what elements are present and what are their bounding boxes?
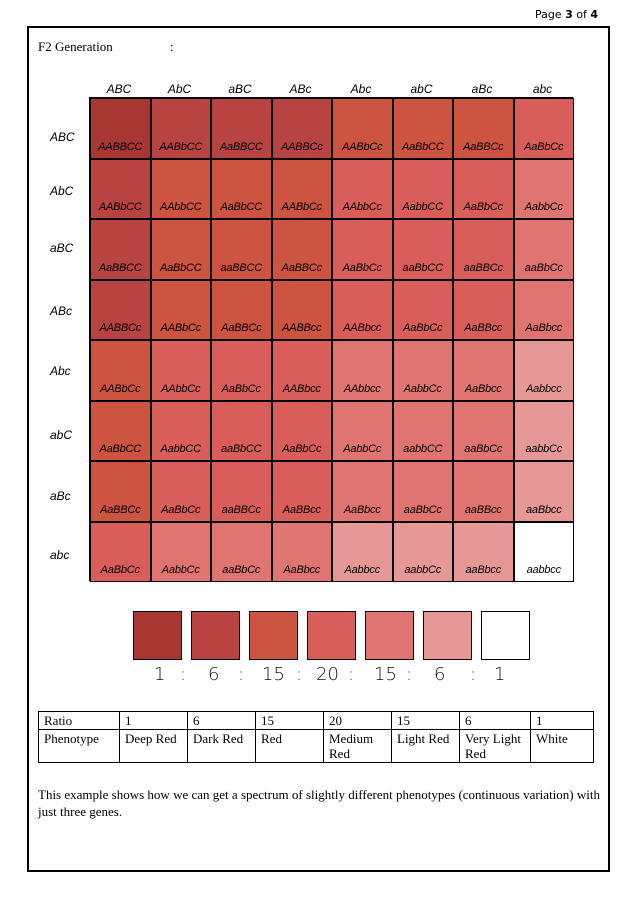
genotype-label: AaBbCc xyxy=(221,382,261,395)
page-number xyxy=(535,8,598,21)
punnett-cell xyxy=(211,280,272,341)
genotype-label: AaBbcc xyxy=(525,322,563,334)
punnett-cell xyxy=(514,159,575,220)
punnett-cell xyxy=(514,461,575,522)
phenotype-cell: Dark Red xyxy=(188,730,256,763)
genotype-label: AaBbCC xyxy=(401,140,444,153)
punnett-cell xyxy=(90,98,151,159)
row-gamete-abc: abc xyxy=(50,548,70,562)
genotype-label: AABBcc xyxy=(282,322,322,334)
punnett-cell xyxy=(514,401,575,462)
punnett-cell xyxy=(90,280,151,341)
phenotype-cell: Very Light Red xyxy=(460,730,531,763)
phenotype-cell: Medium Red xyxy=(324,730,392,763)
ratio-number: 1 xyxy=(154,664,166,685)
punnett-cell xyxy=(90,219,151,280)
punnett-cell xyxy=(393,340,454,401)
genotype-label: AaBbCc xyxy=(282,443,322,455)
punnett-cell xyxy=(332,340,393,401)
ratio-number: 15 xyxy=(262,664,285,685)
genotype-label: AaBBCc xyxy=(463,140,504,153)
row-gamete-aBC: aBC xyxy=(50,241,74,255)
ratio-separator: : xyxy=(470,664,477,685)
punnett-cell xyxy=(393,159,454,220)
genotype-label: AaBBcc xyxy=(464,322,503,334)
genotype-label: aaBbCc xyxy=(222,564,261,576)
punnett-cell xyxy=(332,461,393,522)
phenotype-row xyxy=(39,730,594,763)
genotype-label: AABbCc xyxy=(342,140,383,153)
row-gamete-Abc: Abc xyxy=(50,364,71,378)
genotype-label: AaBbCc xyxy=(524,140,564,153)
punnett-cell xyxy=(211,159,272,220)
punnett-cell xyxy=(332,219,393,280)
punnett-cell xyxy=(211,401,272,462)
column-gamete-ABC: ABC xyxy=(106,82,132,96)
ratio-separator: : xyxy=(406,664,413,685)
genotype-label: AaBbCc xyxy=(100,564,140,576)
genotype-label: AAbbCC xyxy=(159,201,202,213)
phenotype-swatch xyxy=(307,611,356,660)
genotype-label: AABBCc xyxy=(99,322,142,334)
punnett-cell xyxy=(332,280,393,341)
genotype-label: aaBbCC xyxy=(402,261,443,274)
genotype-label: aaBbcc xyxy=(465,564,501,576)
punnett-square xyxy=(89,97,573,581)
punnett-cell xyxy=(90,401,151,462)
phenotype-swatch xyxy=(249,611,298,660)
genotype-label: AabbCc xyxy=(524,201,563,213)
punnett-cell xyxy=(453,98,514,159)
punnett-cell xyxy=(272,159,333,220)
genotype-label: AABBCc xyxy=(280,140,323,153)
row-gamete-ABC: ABC xyxy=(50,130,75,144)
punnett-cell xyxy=(211,340,272,401)
punnett-cell xyxy=(393,98,454,159)
punnett-cell xyxy=(393,280,454,341)
punnett-cell xyxy=(90,522,151,583)
punnett-cell xyxy=(514,340,575,401)
page-of: of xyxy=(576,8,587,21)
punnett-cell xyxy=(453,280,514,341)
ratio-separator: : xyxy=(238,664,245,685)
genotype-label: AaBbCc xyxy=(403,322,443,334)
genotype-label: aabbCc xyxy=(525,443,563,455)
genotype-label: AABbCc xyxy=(281,201,322,213)
punnett-cell xyxy=(272,461,333,522)
punnett-cell xyxy=(211,461,272,522)
genotype-label: AABbCC xyxy=(159,140,203,153)
genotype-label: aaBBcc xyxy=(464,503,502,516)
genotype-label: AaBbcc xyxy=(464,382,502,395)
punnett-cell xyxy=(151,98,212,159)
genotype-label: AaBBCc xyxy=(281,261,322,274)
punnett-cell xyxy=(272,340,333,401)
genotype-label: AaBbCC xyxy=(99,443,142,455)
ratio-cell: 1 xyxy=(531,712,594,730)
punnett-cell xyxy=(90,159,151,220)
genotype-label: aaBBCc xyxy=(463,261,503,274)
phenotype-swatch xyxy=(423,611,472,660)
genotype-label: aaBbCC xyxy=(221,443,262,455)
ratio-number: 6 xyxy=(434,664,446,685)
genotype-label: AaBBcc xyxy=(282,503,321,516)
genotype-label: aabbCC xyxy=(403,443,443,455)
genotype-label: aaBBCC xyxy=(220,261,263,274)
ratio-row xyxy=(39,712,594,730)
genotype-label: AaBbcc xyxy=(343,503,381,516)
punnett-cell xyxy=(332,522,393,583)
punnett-cell xyxy=(151,219,212,280)
punnett-cell xyxy=(453,401,514,462)
punnett-cell xyxy=(272,219,333,280)
section-title: F2 Generation xyxy=(38,39,113,54)
column-gamete-AbC: AbC xyxy=(167,82,192,96)
genotype-label: AAbbCc xyxy=(342,201,382,213)
page-label: Page xyxy=(534,8,562,21)
genotype-label: aaBbCc xyxy=(403,503,442,516)
punnett-cell xyxy=(90,340,151,401)
column-gamete-Abc: Abc xyxy=(350,82,372,96)
punnett-cell xyxy=(453,340,514,401)
row-gamete-abC: abC xyxy=(50,428,73,442)
genotype-label: aaBBCc xyxy=(221,503,261,516)
genotype-label: AABbCc xyxy=(100,382,141,395)
page-current: 3 xyxy=(565,8,573,21)
punnett-cell xyxy=(514,280,575,341)
genotype-label: AaBbCC xyxy=(159,261,202,274)
punnett-cell xyxy=(453,159,514,220)
punnett-cell xyxy=(453,461,514,522)
punnett-cell xyxy=(272,401,333,462)
genotype-label: aaBbCc xyxy=(524,261,563,274)
genotype-label: AABbcc xyxy=(343,322,382,334)
genotype-label: AabbCc xyxy=(343,443,382,455)
genotype-label: AABbCC xyxy=(98,201,142,213)
phenotype-swatch xyxy=(365,611,414,660)
punnett-cell xyxy=(332,159,393,220)
punnett-cell xyxy=(332,401,393,462)
genotype-label: AABbCc xyxy=(160,322,201,334)
genotype-label: AabbCc xyxy=(403,382,442,395)
genotype-label: aaBbCc xyxy=(464,443,503,455)
phenotype-swatch xyxy=(133,611,182,660)
genotype-label: AaBbcc xyxy=(283,564,321,576)
punnett-cell xyxy=(453,219,514,280)
caption-text: This example shows how we can get a spectrum of slightly different phenotypes (continuous variation) with just three genes. xyxy=(38,787,600,819)
punnett-cell xyxy=(453,522,514,583)
phenotype-cell: Red xyxy=(256,730,324,763)
punnett-cell xyxy=(151,159,212,220)
genotype-label: Aabbcc xyxy=(526,382,562,395)
page-total: 4 xyxy=(590,8,598,21)
punnett-cell xyxy=(393,522,454,583)
genotype-label: AaBBCc xyxy=(100,503,141,516)
genotype-label: AaBbCC xyxy=(220,201,263,213)
genotype-label: AaBBCC xyxy=(98,261,142,274)
punnett-cell xyxy=(151,461,212,522)
ratio-number: 6 xyxy=(208,664,220,685)
genotype-label: AABBCC xyxy=(98,140,143,153)
punnett-cell xyxy=(151,522,212,583)
ratio-cell: 6 xyxy=(460,712,531,730)
ratio-cell: 15 xyxy=(392,712,460,730)
genotype-label: aabbCc xyxy=(404,564,442,576)
punnett-cell xyxy=(272,280,333,341)
phenotype-swatch xyxy=(191,611,240,660)
punnett-cell xyxy=(211,98,272,159)
punnett-cell xyxy=(393,461,454,522)
ratio-number: 1 xyxy=(494,664,506,685)
genotype-label: aabbcc xyxy=(526,564,561,576)
column-gamete-aBC: aBC xyxy=(228,82,252,96)
genotype-label: AaBbCc xyxy=(463,201,503,213)
row-gamete-ABc: ABc xyxy=(50,304,73,318)
section-title-colon: : xyxy=(170,39,174,54)
punnett-cell xyxy=(211,522,272,583)
genotype-label: AaBbCc xyxy=(161,503,201,516)
ratio-cell: 1 xyxy=(120,712,188,730)
genotype-label: Aabbcc xyxy=(344,564,380,576)
column-gamete-abc: abc xyxy=(532,82,553,96)
ratio-cell: 15 xyxy=(256,712,324,730)
genotype-label: AabbCC xyxy=(402,201,443,213)
punnett-cell xyxy=(151,340,212,401)
phenotype-swatch xyxy=(481,611,530,660)
genotype-label: aaBbcc xyxy=(526,503,562,516)
genotype-label: AabbCc xyxy=(161,564,200,576)
punnett-cell xyxy=(272,98,333,159)
punnett-cell xyxy=(90,461,151,522)
phenotype-cell: White xyxy=(531,730,594,763)
column-gamete-ABc: ABc xyxy=(289,82,312,96)
phenotype-label: Phenotype xyxy=(39,730,120,763)
punnett-cell xyxy=(151,280,212,341)
genotype-label: AaBBCC xyxy=(219,140,263,153)
punnett-cell xyxy=(393,219,454,280)
genotype-label: AaBbCc xyxy=(342,261,382,274)
genotype-label: AaBBCc xyxy=(221,322,262,334)
ratio-number: 15 xyxy=(374,664,397,685)
phenotype-cell: Deep Red xyxy=(120,730,188,763)
punnett-cell xyxy=(514,219,575,280)
punnett-cell xyxy=(514,98,575,159)
punnett-cell xyxy=(332,98,393,159)
row-gamete-aBc: aBc xyxy=(50,489,71,503)
ratio-label: Ratio xyxy=(39,712,120,730)
punnett-cell xyxy=(211,219,272,280)
ratio-number: 20 xyxy=(316,664,339,685)
ratio-separator: : xyxy=(180,664,187,685)
row-gamete-AbC: AbC xyxy=(50,184,74,198)
ratio-separator: : xyxy=(348,664,355,685)
punnett-cell xyxy=(272,522,333,583)
ratio-separator: : xyxy=(296,664,303,685)
genotype-label: AAbbcc xyxy=(343,382,381,395)
genotype-label: AAbbCc xyxy=(161,382,201,395)
phenotype-cell: Light Red xyxy=(392,730,460,763)
phenotype-table xyxy=(38,711,594,763)
column-gamete-aBc: aBc xyxy=(471,82,493,96)
column-gamete-abC: abC xyxy=(410,82,433,96)
ratio-cell: 20 xyxy=(324,712,392,730)
genotype-label: AABbcc xyxy=(282,382,321,395)
punnett-cell xyxy=(393,401,454,462)
ratio-cell: 6 xyxy=(188,712,256,730)
genotype-label: AabbCC xyxy=(160,443,201,455)
punnett-cell xyxy=(151,401,212,462)
punnett-cell xyxy=(514,522,575,583)
